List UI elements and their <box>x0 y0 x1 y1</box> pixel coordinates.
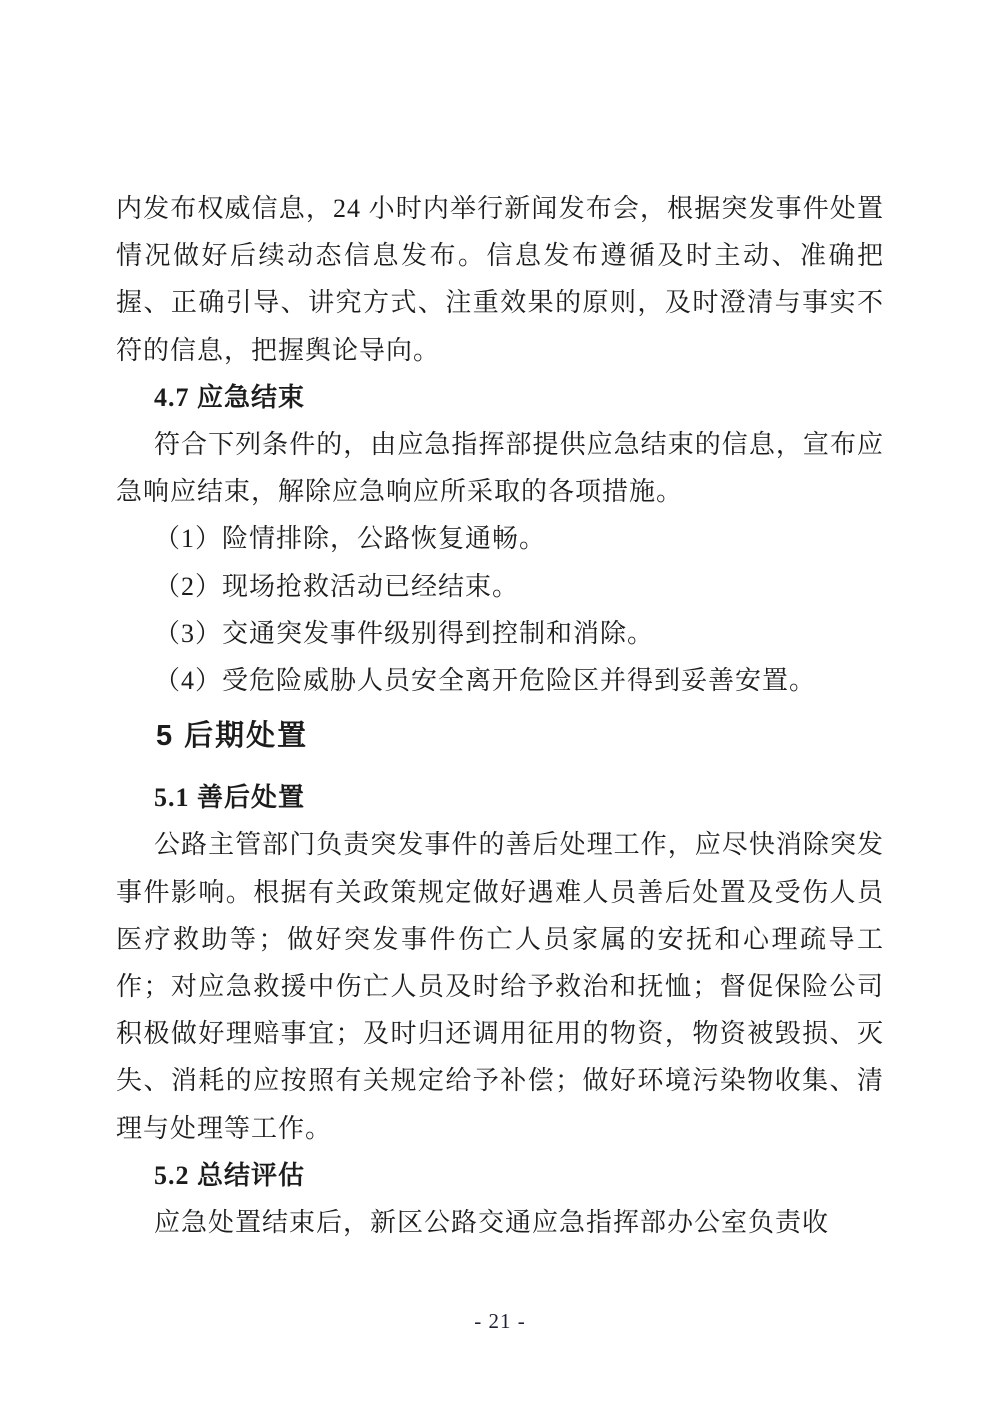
body-paragraph-continuation: 内发布权威信息，24 小时内举行新闻发布会，根据突发事件处置情况做好后续动态信息发布。信息发布遵循及时主动、准确把握、正确引导、讲究方式、注重效果的原则，及时澄清与事实不符的信息，把握舆论导向。 <box>116 194 884 365</box>
list-item-2: （2）现场抢救活动已经结束。 <box>154 571 520 601</box>
body-paragraph: 公路主管部门负责突发事件的善后处理工作，应尽快消除突发事件影响。根据有关政策规定做好遇难人员善后处置及受伤人员医疗救助等；做好突发事件伤亡人员家属的安抚和心理疏导工作；对应急救援中伤亡人员及时给予救治和抚恤；督促保险公司积极做好理赔事宜；及时归还调用征用的物资，物资被毁损、灭失、消耗的应按照有关规定给予补偿；做好环境污染物收集、清理与处理等工作。 <box>116 830 884 1143</box>
body-paragraph: 应急处置结束后，新区公路交通应急指挥部办公室负责收 <box>154 1208 830 1238</box>
body-paragraph: 符合下列条件的，由应急指挥部提供应急结束的信息，宣布应急响应结束，解除应急响应所采取的各项措施。 <box>116 430 884 507</box>
list-item-3: （3）交通突发事件级别得到控制和消除。 <box>154 618 655 648</box>
document-body <box>116 185 884 1246</box>
section-heading-5-2: 5.2 总结评估 <box>154 1160 306 1190</box>
section-heading-4-7: 4.7 应急结束 <box>154 382 306 412</box>
page-number: - 21 - <box>474 1309 526 1334</box>
list-item-1: （1）险情排除，公路恢复通畅。 <box>154 524 547 554</box>
list-item-4: （4）受危险威胁人员安全离开危险区并得到妥善安置。 <box>154 666 817 696</box>
chapter-heading-5: 5 后期处置 <box>156 720 309 753</box>
section-heading-5-1: 5.1 善后处置 <box>154 783 306 813</box>
page-footer <box>116 1308 884 1334</box>
